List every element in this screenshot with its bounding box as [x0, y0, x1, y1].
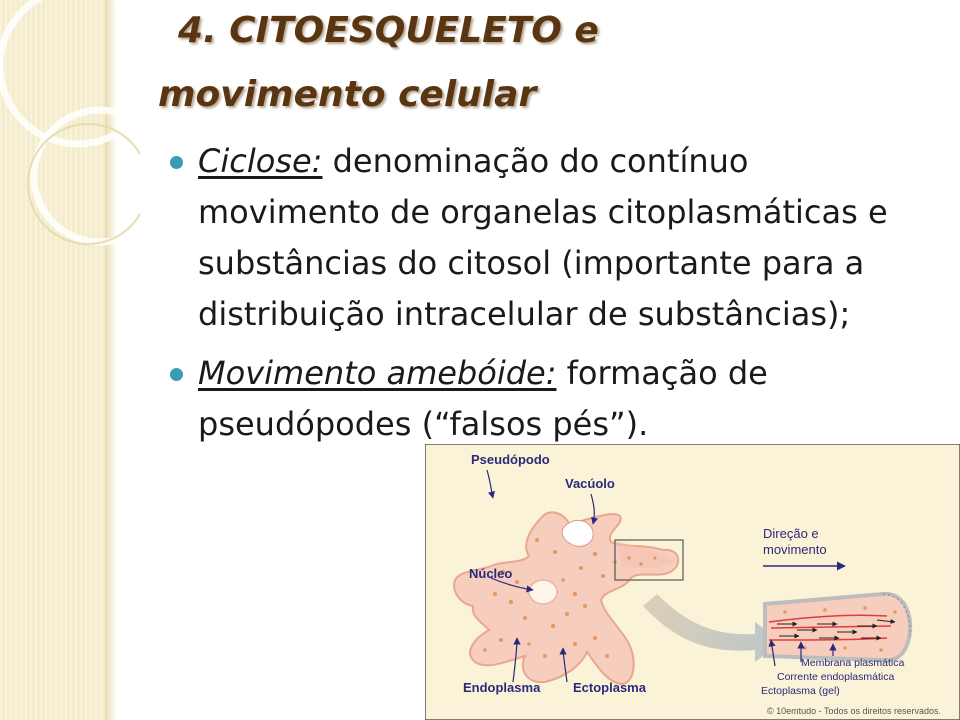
- label-direction: Direção e: [763, 526, 819, 541]
- decorative-circles: [0, 0, 140, 300]
- label-vacuole: Vacúolo: [565, 476, 615, 491]
- label-movement: movimento: [763, 542, 827, 557]
- label-pseudopod: Pseudópodo: [471, 452, 550, 467]
- bullet-text: formação de pseudópodes (“falsos pés”).: [198, 354, 768, 443]
- label-nucleus: Núcleo: [469, 566, 513, 581]
- bullet-term: Ciclose:: [198, 142, 323, 180]
- label-endoplasm: Endoplasma: [463, 680, 541, 695]
- bullet-dot-icon: [170, 156, 183, 169]
- bullet-dot-icon: [170, 368, 183, 381]
- label-ectoplasm-gel: Ectoplasma (gel): [761, 685, 840, 697]
- slide-title-line1: 4. CITOESQUELETO e: [178, 10, 599, 51]
- label-membrane: Membrana plasmática: [801, 657, 905, 669]
- bullet-ciclose: [198, 136, 938, 340]
- label-ectoplasm: Ectoplasma: [573, 680, 646, 695]
- amoeboid-movement-figure: [425, 444, 960, 720]
- slide-title-line2: movimento celular: [158, 74, 537, 115]
- bullet-amoeboid: [198, 348, 938, 450]
- figure-credit: © 10emtudo - Todos os direitos reservados.: [767, 706, 942, 716]
- bullet-term: Movimento amebóide:: [198, 354, 557, 392]
- bullet-text: denominação do contínuo movimento de organelas citoplasmáticas e substâncias do citosol (importante para a distribuição intracelular de substâncias);: [198, 142, 888, 333]
- nucleus: [529, 580, 557, 604]
- label-current: Corrente endoplasmática: [777, 671, 895, 683]
